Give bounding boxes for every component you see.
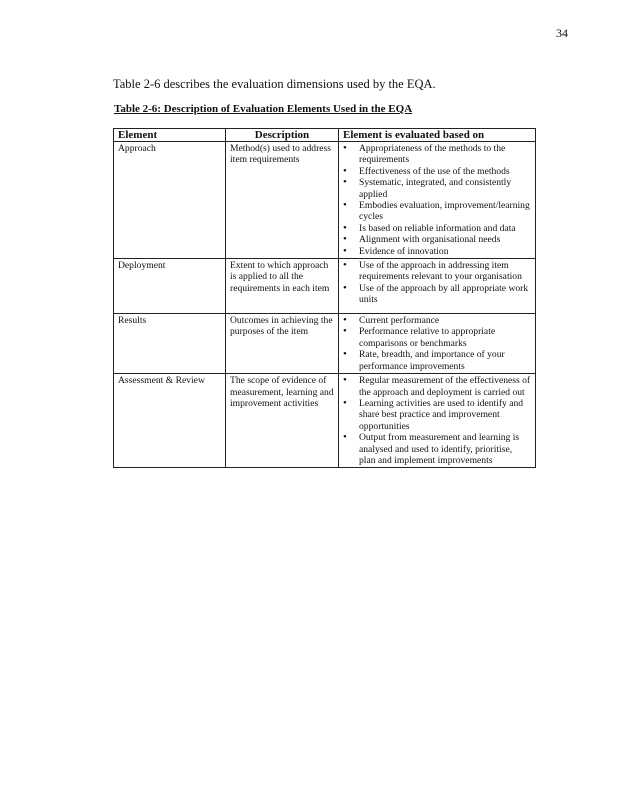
criteria-list (343, 260, 531, 306)
intro-paragraph: Table 2-6 describes the evaluation dimensions used by the EQA. (113, 77, 436, 91)
criteria-item: • Output from measurement and learning is analysed and used to identify, prioritise, plan and implement improvements (343, 432, 531, 466)
description-cell: Extent to which approach is applied to all the requirements in each item (226, 259, 339, 314)
criteria-item: • Alignment with organisational needs (343, 234, 531, 245)
description-cell: The scope of evidence of measurement, learning and improvement activities (226, 374, 339, 468)
criteria-item: • Regular measurement of the effectiveness of the approach and deployment is carried out (343, 375, 531, 398)
criteria-cell (339, 142, 536, 259)
header-element: Element (114, 129, 226, 142)
header-description: Description (226, 129, 339, 142)
criteria-item: • Is based on reliable information and data (343, 223, 531, 234)
table-row (114, 314, 536, 374)
criteria-item: • Evidence of innovation (343, 246, 531, 257)
table-row (114, 142, 536, 259)
criteria-item: • Use of the approach in addressing item requirements relevant to your organisation (343, 260, 531, 283)
page-number: 34 (556, 26, 568, 40)
criteria-item: • Rate, breadth, and importance of your performance improvements (343, 349, 531, 372)
criteria-item: • Learning activities are used to identify and share best practice and improvement opportunities (343, 398, 531, 432)
criteria-item: • Appropriateness of the methods to the requirements (343, 143, 531, 166)
description-cell: Method(s) used to address item requirements (226, 142, 339, 259)
criteria-item: • Use of the approach by all appropriate work units (343, 283, 531, 306)
table-caption: Table 2-6: Description of Evaluation Elements Used in the EQA (114, 103, 413, 115)
table-row (114, 374, 536, 468)
criteria-item: • Embodies evaluation, improvement/learning cycles (343, 200, 531, 223)
header-criteria: Element is evaluated based on (339, 129, 536, 142)
criteria-list (343, 315, 531, 372)
criteria-item: • Current performance (343, 315, 531, 326)
criteria-cell (339, 259, 536, 314)
table-header-row (114, 129, 536, 142)
criteria-list (343, 375, 531, 466)
criteria-list (343, 143, 531, 257)
criteria-item: • Effectiveness of the use of the methods (343, 166, 531, 177)
element-cell: Assessment & Review (114, 374, 226, 468)
element-cell: Approach (114, 142, 226, 259)
table-row (114, 259, 536, 314)
criteria-item: • Systematic, integrated, and consistently applied (343, 177, 531, 200)
criteria-cell (339, 314, 536, 374)
element-cell: Results (114, 314, 226, 374)
element-cell: Deployment (114, 259, 226, 314)
evaluation-elements-table (113, 128, 536, 468)
criteria-item: • Performance relative to appropriate comparisons or benchmarks (343, 326, 531, 349)
description-cell: Outcomes in achieving the purposes of the item (226, 314, 339, 374)
criteria-cell (339, 374, 536, 468)
